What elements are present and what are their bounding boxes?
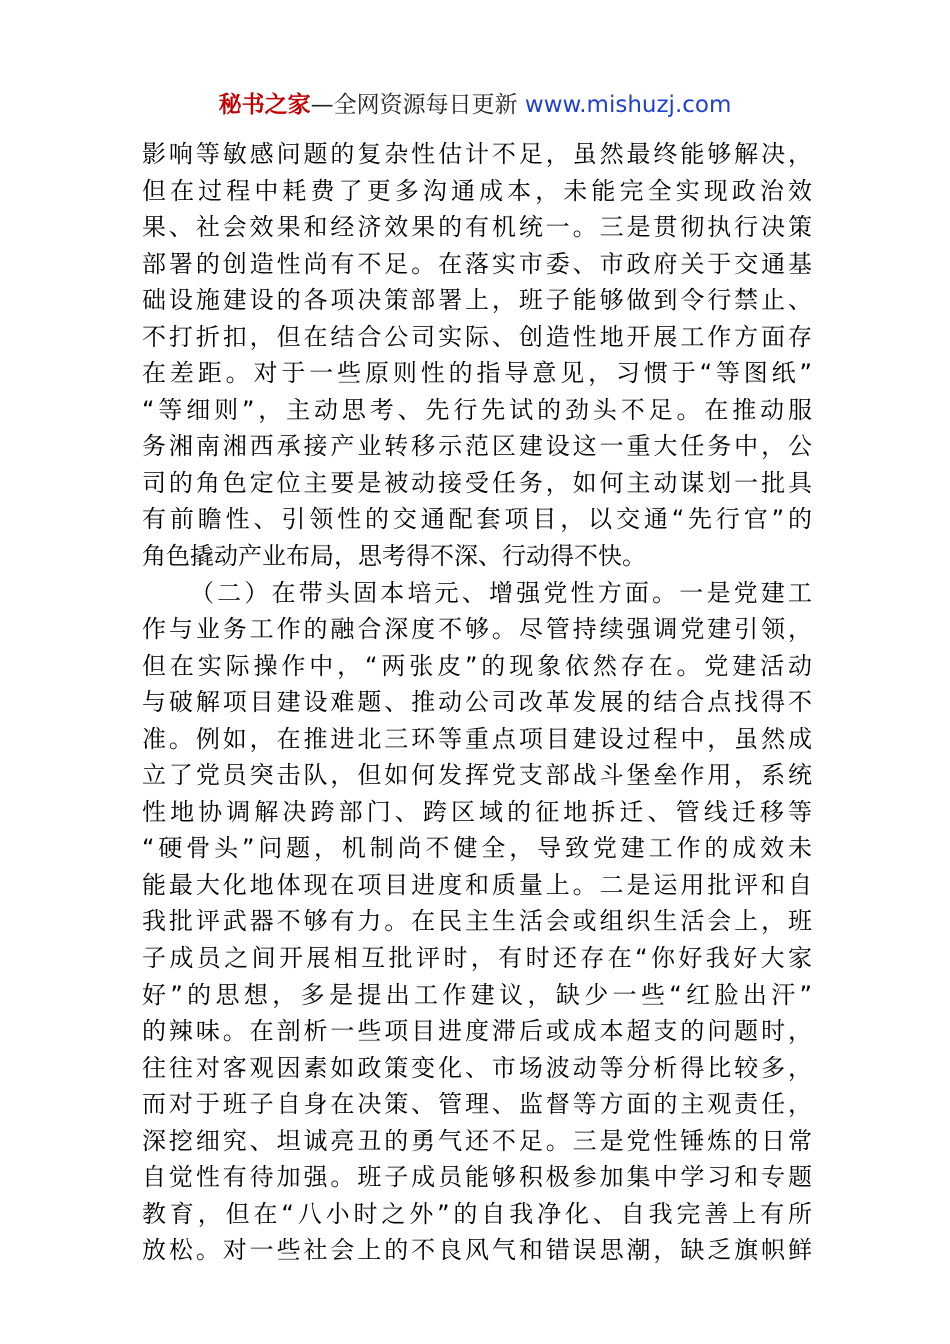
text-line: 的辣味。在剖析一些项目进度滞后或成本超支的问题时， [142, 1017, 812, 1046]
text-line: 子成员之间开展相互批评时，有时还存在“你好我好大家 [142, 944, 812, 973]
text-line: 我批评武器不够有力。在民主生活会或组织生活会上，班 [142, 907, 812, 936]
text-line: 不打折扣，但在结合公司实际、创造性地开展工作方面存 [142, 322, 812, 351]
paragraph-1 [142, 136, 812, 575]
text-line: 与破解项目建设难题、推动公司改革发展的结合点找得不 [142, 688, 812, 717]
text-line: 放松。对一些社会上的不良风气和错误思潮，缺乏旗帜鲜 [142, 1236, 812, 1265]
text-line: （二）在带头固本培元、增强党性方面。一是党建工 [190, 578, 812, 607]
site-brand: 秘书之家 [218, 92, 311, 118]
text-line: 角色撬动产业布局，思考得不深、行动得不快。 [142, 542, 646, 571]
text-line: “硬骨头”问题，机制尚不健全，导致党建工作的成效未 [142, 834, 812, 863]
text-line: 部署的创造性尚有不足。在落实市委、市政府关于交通基 [142, 249, 812, 278]
site-tagline: —全网资源每日更新 [310, 92, 518, 118]
text-line: 但在过程中耗费了更多沟通成本，未能完全实现政治效 [142, 176, 812, 205]
site-header [0, 88, 950, 122]
text-line: 立了党员突击队，但如何发挥党支部战斗堡垒作用，系统 [142, 761, 812, 790]
paragraph-2 [142, 575, 812, 1269]
text-line: 深挖细究、坦诚亮丑的勇气还不足。三是党性锤炼的日常 [142, 1126, 812, 1155]
document-body [142, 136, 812, 1269]
text-line: 在差距。对于一些原则性的指导意见，习惯于“等图纸” [142, 359, 812, 388]
text-line: 性地协调解决跨部门、跨区域的征地拆迁、管线迁移等 [142, 797, 812, 826]
text-line: 司的角色定位主要是被动接受任务，如何主动谋划一批具 [142, 468, 812, 497]
text-line: 础设施建设的各项决策部署上，班子能够做到令行禁止、 [142, 286, 812, 315]
text-line: 而对于班子自身在决策、管理、监督等方面的主观责任， [142, 1090, 812, 1119]
text-line: 好”的思想，多是提出工作建议，缺少一些“红脸出汗” [142, 980, 812, 1009]
text-line: 教育，但在“八小时之外”的自我净化、自我完善上有所 [142, 1199, 812, 1228]
text-line: 但在实际操作中，“两张皮”的现象依然存在。党建活动 [142, 651, 812, 680]
site-url-link[interactable]: www.mishuzj.com [524, 92, 732, 118]
text-line: 务湘南湘西承接产业转移示范区建设这一重大任务中，公 [142, 432, 812, 461]
text-line: “等细则”，主动思考、先行先试的劲头不足。在推动服 [142, 395, 812, 424]
text-line: 能最大化地体现在项目进度和质量上。二是运用批评和自 [142, 870, 812, 899]
text-line: 影响等敏感问题的复杂性估计不足，虽然最终能够解决， [142, 140, 812, 168]
text-line: 果、社会效果和经济效果的有机统一。三是贯彻执行决策 [142, 213, 812, 242]
text-line: 往往对客观因素如政策变化、市场波动等分析得比较多， [142, 1053, 812, 1082]
text-line: 自觉性有待加强。班子成员能够积极参加集中学习和专题 [142, 1163, 812, 1192]
text-line: 作与业务工作的融合深度不够。尽管持续强调党建引领， [142, 615, 812, 644]
text-line: 准。例如，在推进北三环等重点项目建设过程中，虽然成 [142, 724, 812, 753]
text-line: 有前瞻性、引领性的交通配套项目，以交通“先行官”的 [142, 505, 812, 534]
